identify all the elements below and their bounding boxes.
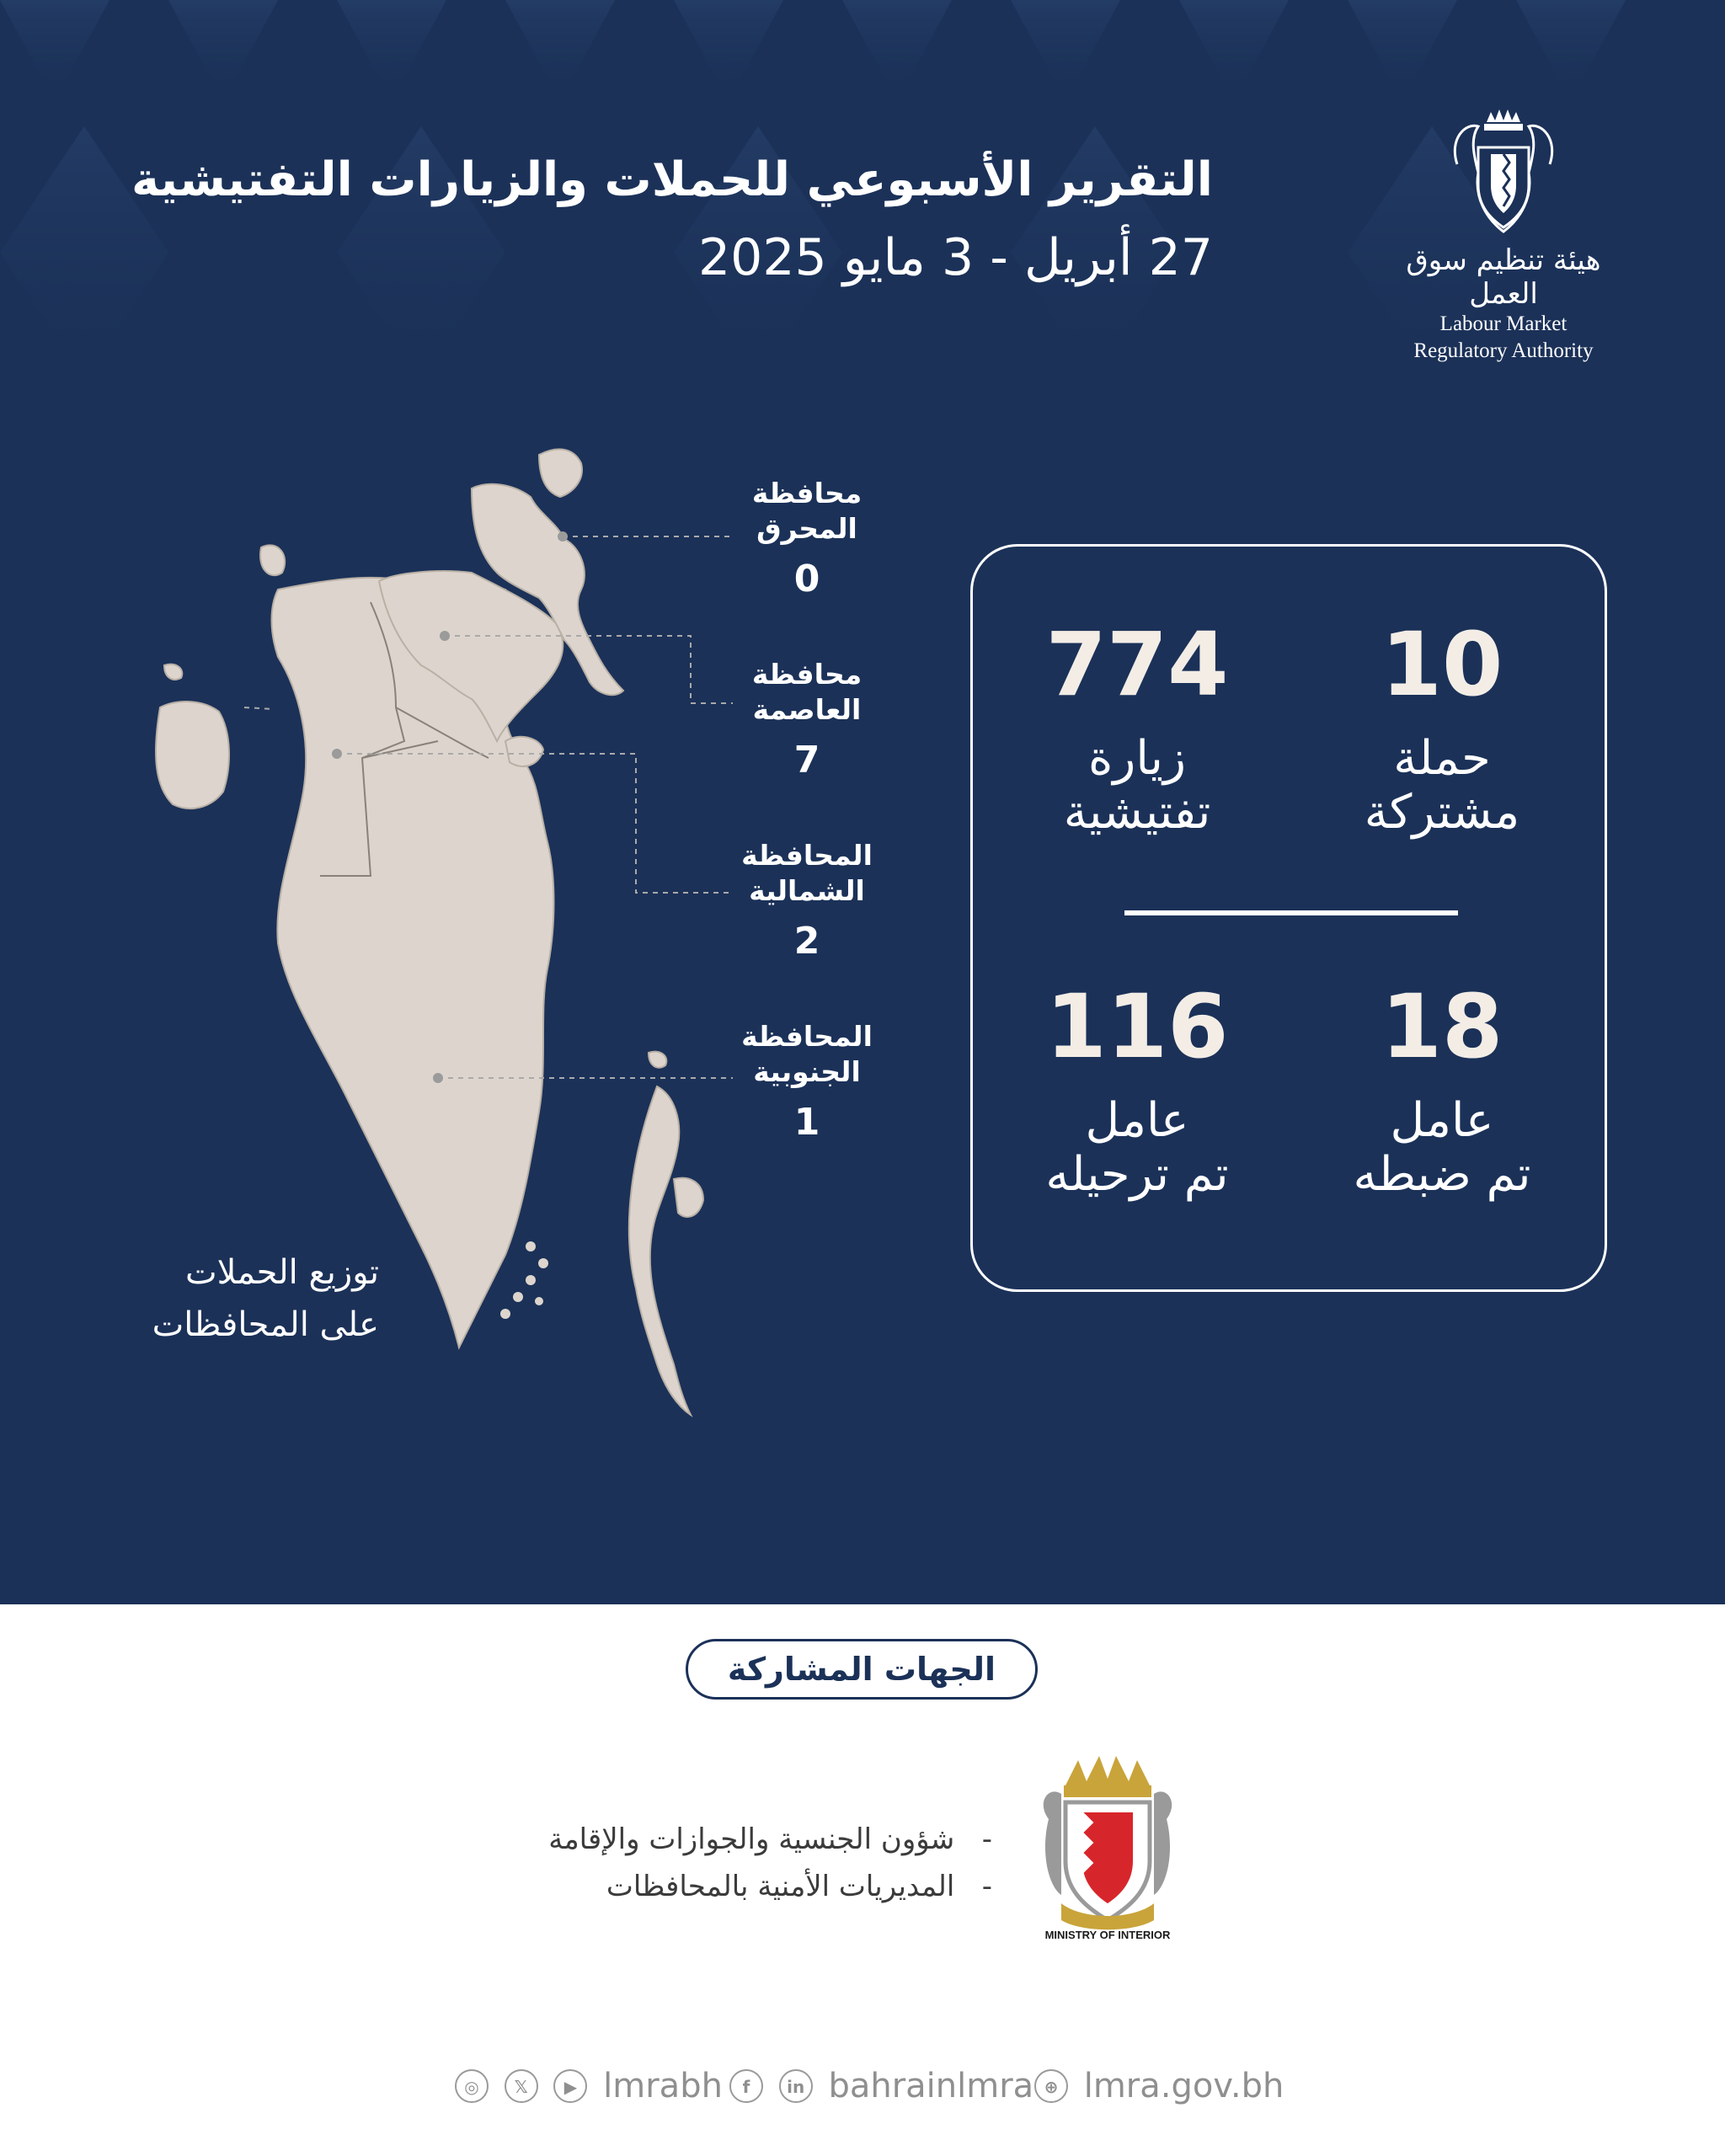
facebook-icon[interactable]: f — [729, 2069, 763, 2103]
list-item: - شؤون الجنسية والجوازات والإقامة — [548, 1822, 992, 1856]
linkedin-icon[interactable]: in — [779, 2069, 813, 2103]
lmra-name-en-line1: Labour Market — [1439, 312, 1567, 335]
globe-icon[interactable]: ⊕ — [1034, 2069, 1068, 2103]
list-item: - المديريات الأمنية بالمحافظات — [606, 1870, 992, 1903]
stats-divider — [1124, 910, 1458, 915]
stat-value: 116 — [1045, 975, 1229, 1078]
stat-workers-deported: 116 عامل تم ترحيله — [998, 976, 1276, 1202]
footer-social-bahrainlmra — [729, 2055, 1033, 2114]
bahrain-emblem-icon — [1440, 105, 1567, 240]
stat-inspection-visits: 774 زيارة تفتيشية — [998, 614, 1276, 840]
footer-handle-bahrainlmra[interactable]: bahrainlmra — [828, 2067, 1034, 2105]
stat-workers-caught: 18 عامل تم ضبطه — [1303, 976, 1581, 1202]
lmra-name-en-line2: Regulatory Authority — [1413, 339, 1594, 362]
participating-agencies-list — [403, 1816, 992, 1910]
umm-al-nasan-island — [156, 702, 229, 808]
governorate-count: 7 — [793, 739, 820, 782]
stat-value: 18 — [1381, 975, 1503, 1078]
youtube-icon[interactable]: ▶ — [553, 2069, 587, 2103]
stat-value: 774 — [1045, 613, 1229, 716]
stat-value: 10 — [1381, 613, 1503, 716]
ministry-logo-caption: MINISTRY OF INTERIOR — [1044, 1929, 1171, 1941]
report-date-range: 27 أبريل - 3 مايو 2025 — [698, 228, 1213, 287]
stats-panel — [970, 544, 1607, 1292]
footer — [0, 2055, 1725, 2114]
governorate-northern: المحافظة الشمالية 2 — [723, 838, 891, 963]
footer-website-link[interactable]: lmra.gov.bh — [1083, 2067, 1284, 2105]
governorate-count: 2 — [793, 920, 820, 963]
governorate-capital: محافظة العاصمة 7 — [723, 657, 891, 782]
participants-heading: الجهات المشاركة — [686, 1639, 1038, 1700]
lmra-name-ar: هيئة تنظيم سوق العمل — [1406, 243, 1601, 311]
report-title: التقرير الأسبوعي للحملات والزيارات التفتيشية — [131, 152, 1213, 207]
footer-website — [1034, 2055, 1284, 2114]
instagram-icon[interactable]: ◎ — [455, 2069, 489, 2103]
footer-handle-lmrabh[interactable]: lmrabh — [603, 2067, 723, 2105]
stat-joint-campaigns: 10 حملة مشتركة — [1303, 614, 1581, 840]
governorate-count: 0 — [793, 558, 820, 600]
x-icon[interactable]: 𝕏 — [505, 2069, 538, 2103]
map-caption: توزيع الحملات على المحافظات — [152, 1253, 379, 1344]
governorate-southern: المحافظة الجنوبية 1 — [723, 1019, 891, 1144]
footer-social-lmrabh — [455, 2055, 723, 2114]
lmra-logo — [1398, 105, 1609, 362]
governorate-muharraq: محافظة المحرق 0 — [723, 476, 891, 600]
hawar-islands — [629, 1086, 691, 1415]
governorate-count: 1 — [793, 1101, 820, 1144]
